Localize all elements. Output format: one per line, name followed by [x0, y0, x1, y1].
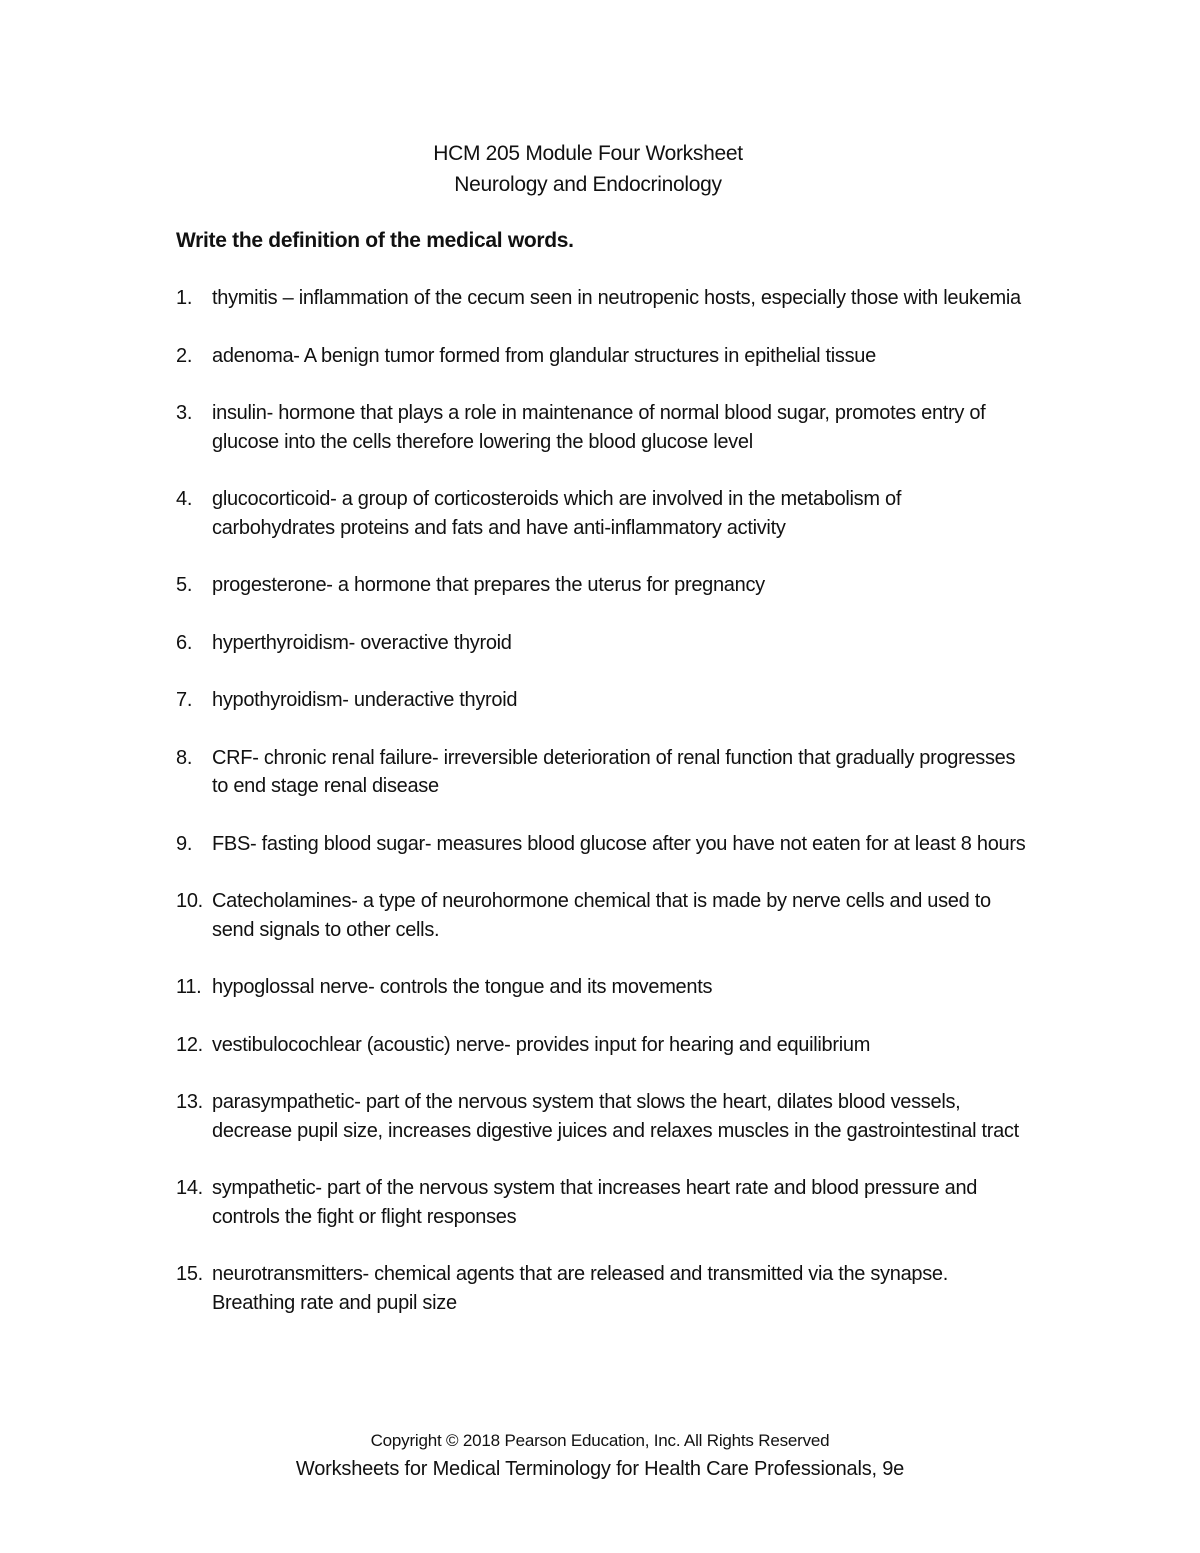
item-definition: CRF- chronic renal failure- irreversible deterioration of renal function that gradually progresses to end stage renal disease	[212, 746, 1016, 797]
item-number: 6.	[176, 631, 193, 654]
item-number: 8.	[176, 746, 193, 769]
definition-list	[176, 284, 1026, 1346]
item-definition: insulin- hormone that plays a role in maintenance of normal blood sugar, promotes entry of glucose into the cells therefore lowering the blood glucose level	[212, 402, 986, 453]
list-item	[176, 1031, 1026, 1060]
list-item	[176, 399, 1026, 456]
item-number: 7.	[176, 689, 193, 711]
item-definition: parasympathetic- part of the nervous system that slows the heart, dilates blood vessels, decrease pupil size, increases digestive juices and relaxes muscles in the gastrointestinal tract	[212, 1091, 1019, 1142]
item-number: 15.	[176, 1263, 203, 1285]
list-item	[176, 1088, 1026, 1145]
item-number: 5.	[176, 574, 193, 596]
list-item	[176, 973, 1026, 1002]
item-definition: hypothyroidism- underactive thyroid	[212, 689, 518, 711]
list-item	[176, 284, 1026, 313]
list-item	[176, 342, 1026, 371]
item-number: 11.	[176, 976, 202, 998]
item-definition: sympathetic- part of the nervous system that increases heart rate and blood pressure and controls the fight or flight responses	[212, 1177, 978, 1228]
item-number: 13.	[176, 1091, 203, 1113]
list-item	[176, 485, 1026, 542]
list-item	[176, 744, 1026, 801]
item-number: 3.	[176, 402, 193, 424]
item-definition: neurotransmitters- chemical agents that are released and transmitted via the synapse. Breathing rate and pupil size	[212, 1263, 949, 1314]
list-item	[176, 830, 1026, 859]
instruction-heading: Write the definition of the medical words.	[176, 229, 574, 252]
item-definition: progesterone- a hormone that prepares the uterus for pregnancy	[212, 574, 765, 596]
document-header	[0, 138, 1176, 200]
document-title: HCM 205 Module Four Worksheet	[433, 142, 743, 165]
list-item	[176, 1174, 1026, 1231]
item-number: 12.	[176, 1033, 203, 1056]
copyright-notice: Copyright © 2018 Pearson Education, Inc. All Rights Reserved	[370, 1431, 830, 1450]
item-number: 10.	[176, 890, 203, 912]
document-footer	[0, 1428, 1200, 1484]
item-definition: Catecholamines- a type of neurohormone chemical that is made by nerve cells and used to send signals to other cells.	[212, 890, 991, 941]
list-item	[176, 686, 1026, 715]
item-number: 1.	[176, 287, 193, 309]
item-number: 4.	[176, 488, 193, 510]
source-citation: Worksheets for Medical Terminology for Health Care Professionals, 9e	[295, 1458, 905, 1480]
item-definition: adenoma- A benign tumor formed from glandular structures in epithelial tissue	[212, 344, 876, 367]
item-definition: hypoglossal nerve- controls the tongue and its movements	[212, 976, 713, 998]
item-definition: FBS- fasting blood sugar- measures blood glucose after you have not eaten for at least 8 hours	[212, 832, 1026, 855]
list-item	[176, 629, 1026, 658]
item-definition: hyperthyroidism- overactive thyroid	[212, 631, 512, 654]
list-item	[176, 887, 1026, 944]
list-item	[176, 571, 1026, 600]
item-number: 9.	[176, 832, 193, 855]
item-number: 14.	[176, 1177, 203, 1199]
item-definition: thymitis – inflammation of the cecum seen in neutropenic hosts, especially those with leukemia	[212, 287, 1021, 309]
item-definition: vestibulocochlear (acoustic) nerve- provides input for hearing and equilibrium	[212, 1033, 871, 1056]
document-subtitle: Neurology and Endocrinology	[454, 173, 722, 196]
item-definition: glucocorticoid- a group of corticosteroids which are involved in the metabolism of carbohydrates proteins and fats and have anti-inflammatory activity	[212, 488, 902, 539]
item-number: 2.	[176, 344, 193, 367]
list-item	[176, 1260, 1026, 1317]
